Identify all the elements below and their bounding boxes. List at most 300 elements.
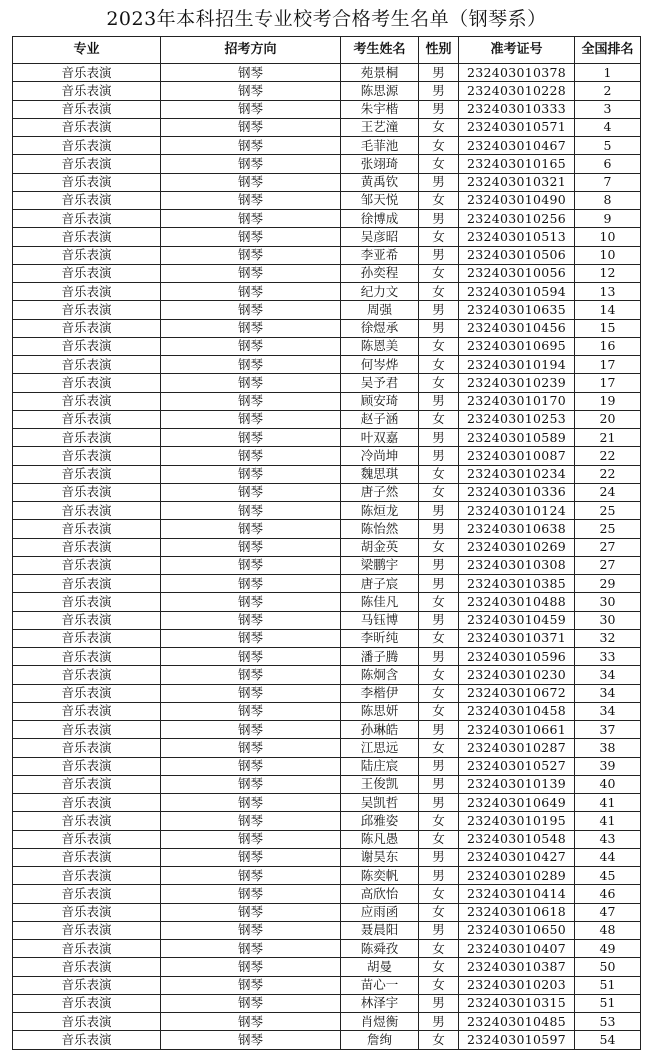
cell-direction: 钢琴	[161, 155, 341, 173]
cell-exam-id: 232403010287	[459, 739, 575, 757]
cell-name: 王俊凯	[341, 775, 419, 793]
cell-exam-id: 232403010269	[459, 538, 575, 556]
cell-exam-id: 232403010459	[459, 611, 575, 629]
cell-exam-id: 232403010165	[459, 155, 575, 173]
cell-name: 胡金英	[341, 538, 419, 556]
cell-major: 音乐表演	[13, 264, 161, 282]
cell-exam-id: 232403010387	[459, 958, 575, 976]
cell-major: 音乐表演	[13, 283, 161, 301]
cell-major: 音乐表演	[13, 483, 161, 501]
table-row	[13, 666, 641, 684]
cell-name: 陈炯含	[341, 666, 419, 684]
cell-name: 谢昊东	[341, 848, 419, 866]
table-row	[13, 648, 641, 666]
cell-major: 音乐表演	[13, 666, 161, 684]
cell-major: 音乐表演	[13, 940, 161, 958]
cell-gender: 男	[419, 1013, 459, 1031]
cell-exam-id: 232403010571	[459, 118, 575, 136]
table-row	[13, 155, 641, 173]
cell-exam-id: 232403010289	[459, 867, 575, 885]
table-row	[13, 867, 641, 885]
cell-major: 音乐表演	[13, 629, 161, 647]
cell-major: 音乐表演	[13, 155, 161, 173]
cell-exam-id: 232403010456	[459, 319, 575, 337]
cell-name: 邹天悦	[341, 191, 419, 209]
cell-gender: 男	[419, 867, 459, 885]
cell-rank: 39	[575, 757, 641, 775]
cell-name: 陈怡然	[341, 520, 419, 538]
cell-rank: 10	[575, 246, 641, 264]
cell-name: 苗心一	[341, 976, 419, 994]
cell-name: 叶双嘉	[341, 429, 419, 447]
cell-rank: 17	[575, 374, 641, 392]
cell-direction: 钢琴	[161, 410, 341, 428]
cell-gender: 男	[419, 648, 459, 666]
cell-gender: 女	[419, 903, 459, 921]
cell-exam-id: 232403010139	[459, 775, 575, 793]
cell-direction: 钢琴	[161, 137, 341, 155]
cell-major: 音乐表演	[13, 976, 161, 994]
cell-direction: 钢琴	[161, 702, 341, 720]
cell-major: 音乐表演	[13, 593, 161, 611]
cell-rank: 16	[575, 337, 641, 355]
cell-gender: 女	[419, 684, 459, 702]
cell-rank: 43	[575, 830, 641, 848]
table-row	[13, 958, 641, 976]
cell-direction: 钢琴	[161, 629, 341, 647]
cell-direction: 钢琴	[161, 191, 341, 209]
cell-exam-id: 232403010672	[459, 684, 575, 702]
cell-name: 徐煜承	[341, 319, 419, 337]
cell-direction: 钢琴	[161, 246, 341, 264]
cell-direction: 钢琴	[161, 118, 341, 136]
cell-name: 陈思源	[341, 82, 419, 100]
cell-exam-id: 232403010638	[459, 520, 575, 538]
cell-exam-id: 232403010378	[459, 64, 575, 82]
admission-list-table	[12, 36, 641, 1050]
table-row	[13, 903, 641, 921]
cell-rank: 32	[575, 629, 641, 647]
table-row	[13, 137, 641, 155]
cell-gender: 男	[419, 210, 459, 228]
table-row	[13, 994, 641, 1012]
table-row	[13, 429, 641, 447]
cell-direction: 钢琴	[161, 794, 341, 812]
cell-rank: 3	[575, 100, 641, 118]
cell-gender: 女	[419, 976, 459, 994]
cell-direction: 钢琴	[161, 64, 341, 82]
cell-gender: 女	[419, 830, 459, 848]
cell-major: 音乐表演	[13, 228, 161, 246]
cell-exam-id: 232403010385	[459, 575, 575, 593]
cell-name: 孙琳皓	[341, 721, 419, 739]
cell-rank: 44	[575, 848, 641, 866]
cell-rank: 4	[575, 118, 641, 136]
cell-exam-id: 232403010618	[459, 903, 575, 921]
cell-rank: 27	[575, 556, 641, 574]
cell-major: 音乐表演	[13, 575, 161, 593]
cell-gender: 女	[419, 137, 459, 155]
cell-gender: 女	[419, 356, 459, 374]
cell-name: 孙奕程	[341, 264, 419, 282]
cell-major: 音乐表演	[13, 210, 161, 228]
column-header-major: 专业	[13, 37, 161, 64]
cell-major: 音乐表演	[13, 1013, 161, 1031]
table-row	[13, 465, 641, 483]
cell-exam-id: 232403010253	[459, 410, 575, 428]
cell-direction: 钢琴	[161, 757, 341, 775]
cell-direction: 钢琴	[161, 447, 341, 465]
table-row	[13, 356, 641, 374]
cell-exam-id: 232403010485	[459, 1013, 575, 1031]
table-row	[13, 502, 641, 520]
cell-rank: 38	[575, 739, 641, 757]
cell-gender: 男	[419, 429, 459, 447]
cell-major: 音乐表演	[13, 721, 161, 739]
cell-rank: 34	[575, 666, 641, 684]
cell-name: 胡曼	[341, 958, 419, 976]
cell-rank: 22	[575, 447, 641, 465]
cell-direction: 钢琴	[161, 210, 341, 228]
cell-rank: 30	[575, 611, 641, 629]
table-row	[13, 775, 641, 793]
cell-rank: 1	[575, 64, 641, 82]
cell-major: 音乐表演	[13, 374, 161, 392]
cell-direction: 钢琴	[161, 502, 341, 520]
table-row	[13, 100, 641, 118]
table-row	[13, 940, 641, 958]
table-row	[13, 684, 641, 702]
cell-gender: 男	[419, 611, 459, 629]
cell-major: 音乐表演	[13, 702, 161, 720]
cell-exam-id: 232403010650	[459, 921, 575, 939]
cell-rank: 30	[575, 593, 641, 611]
cell-major: 音乐表演	[13, 429, 161, 447]
cell-rank: 47	[575, 903, 641, 921]
cell-name: 李亚希	[341, 246, 419, 264]
cell-major: 音乐表演	[13, 100, 161, 118]
cell-major: 音乐表演	[13, 684, 161, 702]
cell-gender: 女	[419, 593, 459, 611]
cell-gender: 男	[419, 392, 459, 410]
cell-exam-id: 232403010056	[459, 264, 575, 282]
cell-major: 音乐表演	[13, 556, 161, 574]
cell-name: 吴凯哲	[341, 794, 419, 812]
table-row	[13, 173, 641, 191]
table-row	[13, 447, 641, 465]
table-row	[13, 593, 641, 611]
cell-name: 吴予君	[341, 374, 419, 392]
cell-major: 音乐表演	[13, 648, 161, 666]
cell-rank: 7	[575, 173, 641, 191]
cell-gender: 女	[419, 118, 459, 136]
cell-name: 纪力文	[341, 283, 419, 301]
cell-exam-id: 232403010513	[459, 228, 575, 246]
cell-rank: 8	[575, 191, 641, 209]
cell-exam-id: 232403010336	[459, 483, 575, 501]
table-row	[13, 82, 641, 100]
cell-name: 江思远	[341, 739, 419, 757]
cell-exam-id: 232403010308	[459, 556, 575, 574]
cell-exam-id: 232403010490	[459, 191, 575, 209]
cell-name: 唐子然	[341, 483, 419, 501]
cell-name: 李昕纯	[341, 629, 419, 647]
cell-rank: 10	[575, 228, 641, 246]
column-header-name: 考生姓名	[341, 37, 419, 64]
table-row	[13, 337, 641, 355]
cell-major: 音乐表演	[13, 611, 161, 629]
cell-gender: 男	[419, 319, 459, 337]
cell-direction: 钢琴	[161, 520, 341, 538]
cell-direction: 钢琴	[161, 812, 341, 830]
cell-rank: 40	[575, 775, 641, 793]
cell-gender: 男	[419, 520, 459, 538]
cell-direction: 钢琴	[161, 483, 341, 501]
cell-rank: 50	[575, 958, 641, 976]
cell-gender: 男	[419, 775, 459, 793]
cell-gender: 女	[419, 739, 459, 757]
column-header-rank: 全国排名	[575, 37, 641, 64]
cell-exam-id: 232403010315	[459, 994, 575, 1012]
table-row	[13, 538, 641, 556]
cell-rank: 9	[575, 210, 641, 228]
cell-major: 音乐表演	[13, 520, 161, 538]
cell-major: 音乐表演	[13, 775, 161, 793]
cell-exam-id: 232403010597	[459, 1031, 575, 1049]
cell-direction: 钢琴	[161, 848, 341, 866]
cell-major: 音乐表演	[13, 538, 161, 556]
table-row	[13, 264, 641, 282]
cell-direction: 钢琴	[161, 940, 341, 958]
cell-exam-id: 232403010467	[459, 137, 575, 155]
cell-gender: 女	[419, 666, 459, 684]
cell-exam-id: 232403010661	[459, 721, 575, 739]
cell-major: 音乐表演	[13, 191, 161, 209]
cell-major: 音乐表演	[13, 958, 161, 976]
cell-direction: 钢琴	[161, 684, 341, 702]
cell-rank: 37	[575, 721, 641, 739]
table-row	[13, 575, 641, 593]
table-row	[13, 556, 641, 574]
cell-exam-id: 232403010124	[459, 502, 575, 520]
cell-rank: 46	[575, 885, 641, 903]
cell-direction: 钢琴	[161, 319, 341, 337]
table-row	[13, 319, 641, 337]
cell-rank: 21	[575, 429, 641, 447]
cell-major: 音乐表演	[13, 867, 161, 885]
cell-major: 音乐表演	[13, 885, 161, 903]
table-row	[13, 702, 641, 720]
cell-direction: 钢琴	[161, 867, 341, 885]
cell-major: 音乐表演	[13, 465, 161, 483]
cell-gender: 男	[419, 556, 459, 574]
cell-rank: 41	[575, 794, 641, 812]
table-row	[13, 520, 641, 538]
cell-exam-id: 232403010087	[459, 447, 575, 465]
cell-gender: 女	[419, 337, 459, 355]
table-row	[13, 848, 641, 866]
table-row	[13, 1031, 641, 1049]
cell-exam-id: 232403010371	[459, 629, 575, 647]
cell-name: 王艺潼	[341, 118, 419, 136]
table-row	[13, 228, 641, 246]
cell-gender: 男	[419, 502, 459, 520]
cell-direction: 钢琴	[161, 356, 341, 374]
cell-gender: 女	[419, 940, 459, 958]
cell-direction: 钢琴	[161, 958, 341, 976]
cell-rank: 33	[575, 648, 641, 666]
cell-major: 音乐表演	[13, 301, 161, 319]
cell-gender: 男	[419, 100, 459, 118]
cell-major: 音乐表演	[13, 173, 161, 191]
cell-rank: 22	[575, 465, 641, 483]
cell-gender: 女	[419, 410, 459, 428]
cell-name: 高欣怡	[341, 885, 419, 903]
cell-gender: 男	[419, 757, 459, 775]
cell-exam-id: 232403010256	[459, 210, 575, 228]
cell-exam-id: 232403010589	[459, 429, 575, 447]
table-row	[13, 721, 641, 739]
table-row	[13, 64, 641, 82]
cell-rank: 6	[575, 155, 641, 173]
cell-gender: 男	[419, 246, 459, 264]
cell-name: 徐博成	[341, 210, 419, 228]
cell-rank: 15	[575, 319, 641, 337]
cell-gender: 女	[419, 1031, 459, 1049]
cell-direction: 钢琴	[161, 575, 341, 593]
cell-rank: 2	[575, 82, 641, 100]
cell-name: 陈舜孜	[341, 940, 419, 958]
cell-rank: 54	[575, 1031, 641, 1049]
table-row	[13, 830, 641, 848]
cell-major: 音乐表演	[13, 830, 161, 848]
cell-gender: 男	[419, 848, 459, 866]
table-row	[13, 191, 641, 209]
cell-name: 应雨函	[341, 903, 419, 921]
column-header-gender: 性别	[419, 37, 459, 64]
cell-gender: 男	[419, 794, 459, 812]
cell-gender: 男	[419, 921, 459, 939]
cell-name: 魏思琪	[341, 465, 419, 483]
cell-name: 陈凡愚	[341, 830, 419, 848]
cell-name: 唐子宸	[341, 575, 419, 593]
cell-rank: 24	[575, 483, 641, 501]
cell-major: 音乐表演	[13, 319, 161, 337]
table-row	[13, 885, 641, 903]
cell-direction: 钢琴	[161, 228, 341, 246]
cell-major: 音乐表演	[13, 921, 161, 939]
cell-major: 音乐表演	[13, 794, 161, 812]
table-row	[13, 757, 641, 775]
table-row	[13, 794, 641, 812]
cell-name: 聂晨阳	[341, 921, 419, 939]
cell-name: 朱宇楷	[341, 100, 419, 118]
cell-direction: 钢琴	[161, 429, 341, 447]
cell-major: 音乐表演	[13, 812, 161, 830]
column-header-exam-id: 准考证号	[459, 37, 575, 64]
cell-name: 冷尚坤	[341, 447, 419, 465]
cell-direction: 钢琴	[161, 465, 341, 483]
cell-direction: 钢琴	[161, 775, 341, 793]
cell-name: 李楷伊	[341, 684, 419, 702]
cell-major: 音乐表演	[13, 447, 161, 465]
cell-gender: 女	[419, 191, 459, 209]
cell-direction: 钢琴	[161, 666, 341, 684]
cell-name: 陆庄宸	[341, 757, 419, 775]
cell-exam-id: 232403010195	[459, 812, 575, 830]
cell-major: 音乐表演	[13, 848, 161, 866]
page-title: 2023年本科招生专业校考合格考生名单（钢琴系）	[106, 8, 547, 30]
cell-major: 音乐表演	[13, 246, 161, 264]
cell-major: 音乐表演	[13, 994, 161, 1012]
cell-gender: 女	[419, 483, 459, 501]
cell-direction: 钢琴	[161, 1031, 341, 1049]
cell-direction: 钢琴	[161, 301, 341, 319]
table-row	[13, 118, 641, 136]
cell-direction: 钢琴	[161, 100, 341, 118]
cell-rank: 14	[575, 301, 641, 319]
table-row	[13, 611, 641, 629]
cell-major: 音乐表演	[13, 392, 161, 410]
cell-major: 音乐表演	[13, 64, 161, 82]
table-row	[13, 246, 641, 264]
cell-rank: 49	[575, 940, 641, 958]
cell-major: 音乐表演	[13, 337, 161, 355]
cell-exam-id: 232403010635	[459, 301, 575, 319]
cell-major: 音乐表演	[13, 903, 161, 921]
cell-direction: 钢琴	[161, 82, 341, 100]
cell-gender: 女	[419, 538, 459, 556]
table-row	[13, 410, 641, 428]
cell-exam-id: 232403010194	[459, 356, 575, 374]
cell-exam-id: 232403010527	[459, 757, 575, 775]
cell-major: 音乐表演	[13, 356, 161, 374]
cell-major: 音乐表演	[13, 502, 161, 520]
cell-gender: 女	[419, 264, 459, 282]
cell-gender: 女	[419, 465, 459, 483]
cell-rank: 20	[575, 410, 641, 428]
cell-direction: 钢琴	[161, 374, 341, 392]
table-body	[13, 64, 641, 1050]
cell-major: 音乐表演	[13, 757, 161, 775]
cell-gender: 女	[419, 629, 459, 647]
cell-direction: 钢琴	[161, 392, 341, 410]
cell-rank: 41	[575, 812, 641, 830]
cell-rank: 12	[575, 264, 641, 282]
cell-direction: 钢琴	[161, 885, 341, 903]
cell-gender: 男	[419, 721, 459, 739]
cell-name: 马钰博	[341, 611, 419, 629]
cell-major: 音乐表演	[13, 410, 161, 428]
cell-name: 黄禹钦	[341, 173, 419, 191]
table-row	[13, 629, 641, 647]
cell-direction: 钢琴	[161, 611, 341, 629]
cell-gender: 男	[419, 301, 459, 319]
cell-direction: 钢琴	[161, 903, 341, 921]
cell-gender: 女	[419, 283, 459, 301]
table-row	[13, 210, 641, 228]
cell-direction: 钢琴	[161, 830, 341, 848]
cell-direction: 钢琴	[161, 739, 341, 757]
cell-name: 吴彦昭	[341, 228, 419, 246]
cell-name: 陈恩美	[341, 337, 419, 355]
cell-direction: 钢琴	[161, 921, 341, 939]
cell-exam-id: 232403010414	[459, 885, 575, 903]
cell-major: 音乐表演	[13, 118, 161, 136]
cell-name: 赵子涵	[341, 410, 419, 428]
cell-exam-id: 232403010427	[459, 848, 575, 866]
column-header-direction: 招考方向	[161, 37, 341, 64]
